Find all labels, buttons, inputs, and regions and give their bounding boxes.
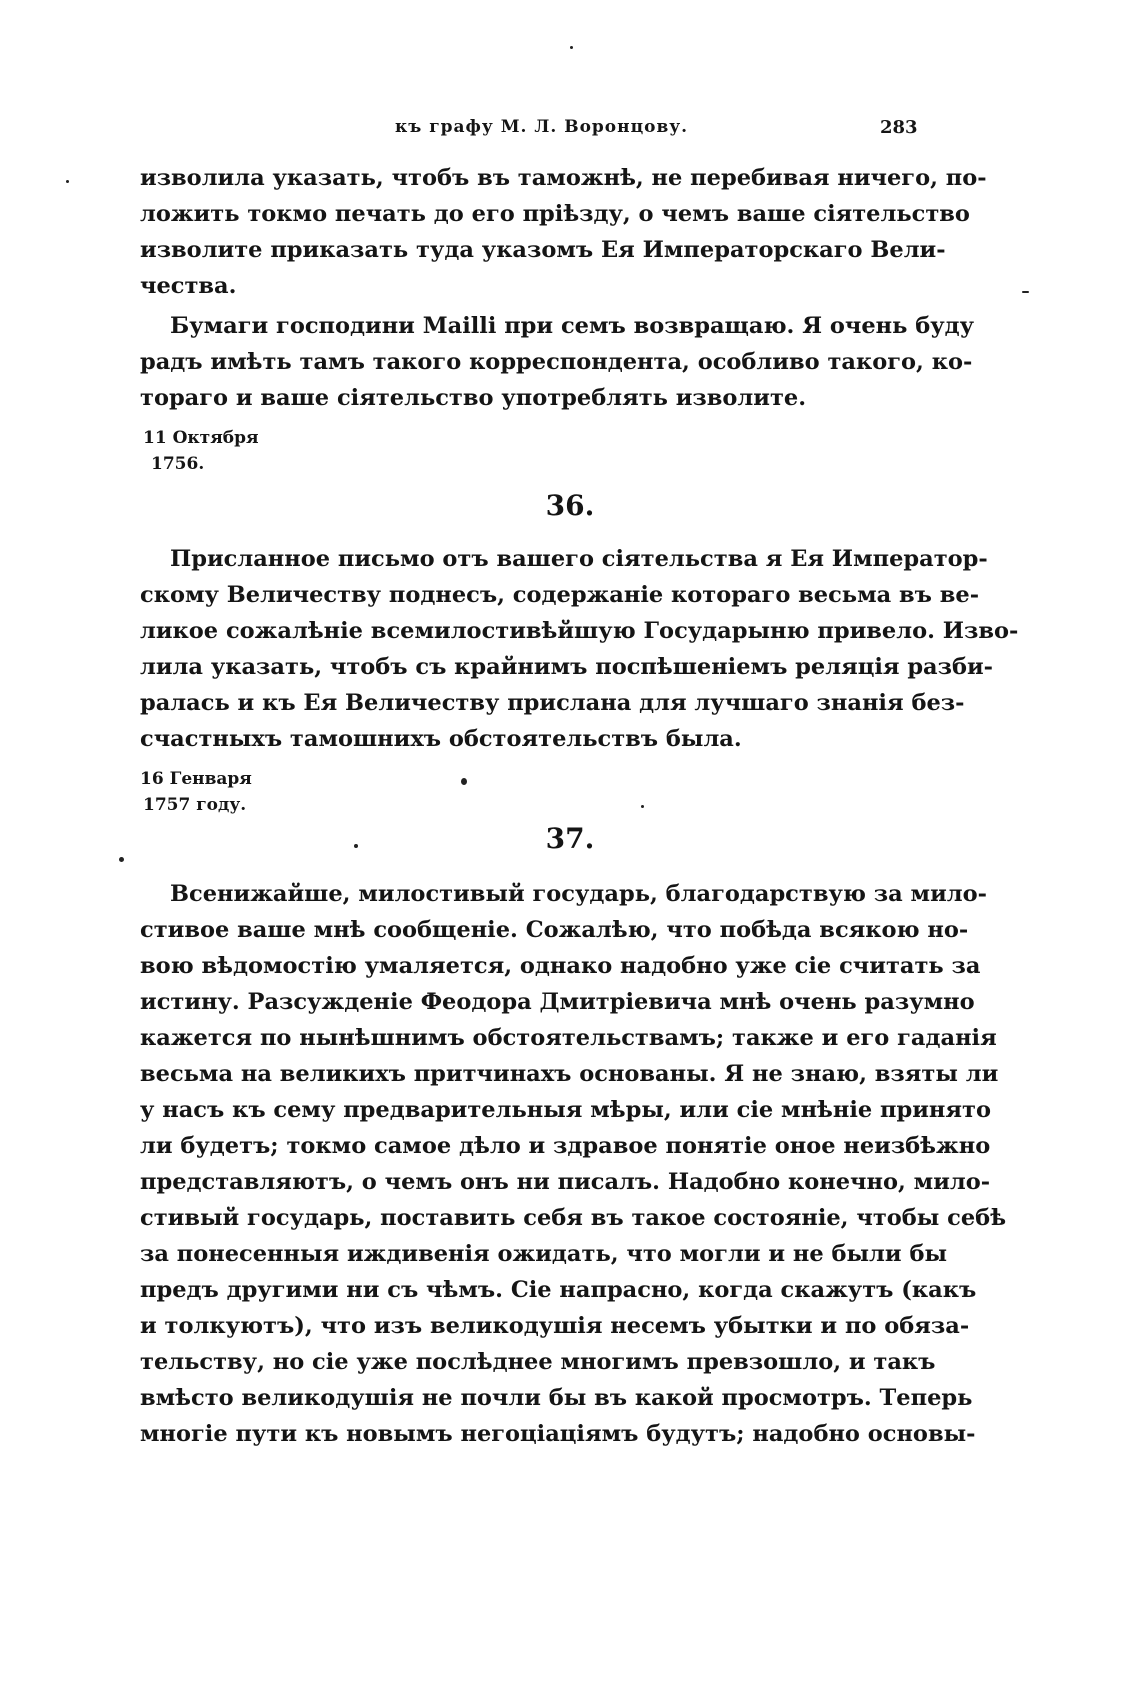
scan-speck <box>641 805 644 808</box>
text-line: вмѣсто великодушiя не почли бы въ какой просмотръ. Теперь <box>140 1385 973 1411</box>
text-line: ликое сожалѣнiе всемилостивѣйшую Государыню привело. Изво- <box>140 618 1019 644</box>
text-line: Всенижайше, милостивый государь, благодарствую за мило- <box>170 881 987 907</box>
date-year: 1756. <box>151 454 205 474</box>
date-year: 1757 году. <box>143 795 247 815</box>
date-day-month: 16 Генваря <box>140 769 252 789</box>
text-line: стивый государь, поставить себя въ такое состоянiе, чтобы себѣ <box>140 1205 1007 1231</box>
text-line: ралась и къ Ея Величеству прислана для лучшаго знанiя без- <box>140 690 965 716</box>
text-line: Бумаги господини Mailli при семъ возвращаю. Я очень буду <box>170 313 975 339</box>
scan-speck <box>570 46 573 49</box>
text-line: представляютъ, о чемъ онъ ни писалъ. Надобно конечно, мило- <box>140 1169 991 1195</box>
text-line: счастныхъ тамошнихъ обстоятельствъ была. <box>140 726 742 752</box>
text-line: кажется по нынѣшнимъ обстоятельствамъ; также и его гаданiя <box>140 1025 997 1051</box>
text-line: у насъ къ сему предварительныя мѣры, или сiе мнѣнiе принято <box>140 1097 991 1123</box>
text-line: многiе пути къ новымъ негоцiацiямъ будутъ; надобно основы- <box>140 1421 976 1447</box>
date-day-month: 11 Октября <box>143 428 259 448</box>
text-line: весьма на великихъ притчинахъ основаны. Я не знаю, взяты ли <box>140 1061 999 1087</box>
text-line: изволите приказать туда указомъ Ея Императорскаго Вели- <box>140 237 946 263</box>
paragraph-continuation <box>140 160 987 304</box>
date-1756 <box>143 425 259 477</box>
text-line: предъ другими ни съ чѣмъ. Сiе напрасно, когда скажутъ (какъ <box>140 1277 977 1303</box>
text-line: тораго и ваше сiятельство употреблять изволите. <box>140 385 807 411</box>
text-line: стивое ваше мнѣ сообщенiе. Сожалѣю, что побѣда всякою но- <box>140 917 969 943</box>
scan-speck <box>1022 291 1029 293</box>
text-line: чества. <box>140 273 237 299</box>
text-line: скому Величеству поднесъ, содержанiе котораго весьма въ ве- <box>140 582 980 608</box>
text-line: Присланное письмо отъ вашего сiятельства я Ея Император- <box>170 546 988 572</box>
text-line: за понесенныя иждивенiя ожидать, что могли и не были бы <box>140 1241 948 1267</box>
text-line: тельству, но сiе уже послѣднее многимъ превзошло, и такъ <box>140 1349 936 1375</box>
text-line: и толкуютъ), что изъ великодушiя несемъ убытки и по обяза- <box>140 1313 970 1339</box>
scan-speck <box>119 857 124 862</box>
text-line: истину. Разсужденiе Феодора Дмитрiевича мнѣ очень разумно <box>140 989 975 1015</box>
scan-speck <box>461 778 467 785</box>
date-1757 <box>140 766 252 818</box>
running-header: къ графу М. Л. Воронцову. <box>395 117 689 137</box>
page-number: 283 <box>880 117 918 138</box>
scan-speck <box>66 180 69 183</box>
letter-number-37: 37. <box>545 822 595 855</box>
text-line: изволила указать, чтобъ въ таможнѣ, не перебивая ничего, по- <box>140 165 987 191</box>
text-line: ли будетъ; токмо самое дѣло и здравое понятiе оное неизбѣжно <box>140 1133 991 1159</box>
scan-speck <box>354 844 358 848</box>
text-line: вою вѣдомостiю умаляется, однако надобно уже сiе считать за <box>140 953 981 979</box>
text-line: радъ имѣть тамъ такого корреспондента, особливо такого, ко- <box>140 349 973 375</box>
letter-number-36: 36. <box>545 489 595 522</box>
text-line: лила указать, чтобъ съ крайнимъ поспѣшенiемъ реляцiя разби- <box>140 654 994 680</box>
letter-36-body <box>140 541 1019 757</box>
paragraph-mailli <box>140 308 975 416</box>
text-line: ложить токмо печать до его прiѣзду, о чемъ ваше сiятельство <box>140 201 970 227</box>
letter-37-body <box>140 876 1007 1452</box>
